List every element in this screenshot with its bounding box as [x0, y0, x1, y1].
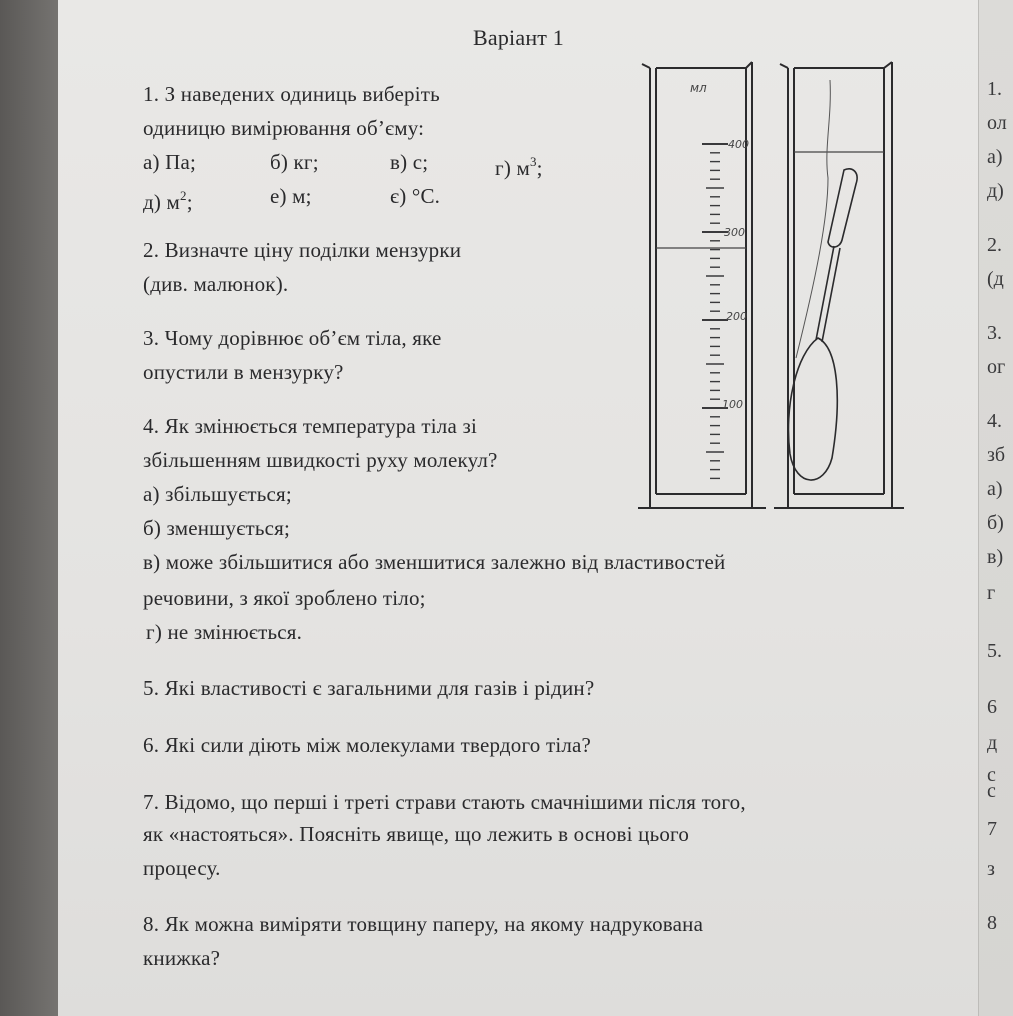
right-fragment: з — [987, 858, 995, 880]
q1-option-b: б) кг; — [270, 150, 319, 174]
right-fragment: а) — [987, 478, 1003, 500]
q1-option-g: г) $м^3$; — [495, 154, 543, 180]
question-2-line-2: (див. малюнок). — [143, 272, 289, 296]
question-1-line-1: 1. З наведених одиниць виберіть — [143, 82, 440, 106]
cylinder-left-outline — [638, 62, 766, 508]
spoon-drawing — [788, 80, 857, 480]
unit-label: мл — [690, 81, 707, 95]
question-4-line-1: 4. Як змінюється температура тіла зі — [143, 414, 477, 438]
q4-option-v-line-1: в) може збільшитися або зменшитися залежно від властивостей — [143, 550, 726, 574]
right-fragment: 8 — [987, 912, 997, 934]
right-fragment: 3. — [987, 322, 1002, 344]
right-fragment: с — [987, 764, 996, 786]
adjacent-page-edge — [978, 0, 1013, 1016]
q1-option-v: в) с; — [390, 150, 429, 174]
cylinder-scale — [702, 144, 728, 478]
right-fragment: с — [987, 780, 996, 802]
right-fragment: 7 — [987, 818, 997, 840]
question-7-line-2: як «настояться». Поясніть явище, що лежить в основі цього — [143, 822, 690, 846]
right-fragment: (д — [987, 268, 1004, 290]
cylinder-right-outline — [774, 62, 904, 508]
right-fragment: ол — [987, 112, 1007, 134]
q4-option-g: г) не змінюється. — [146, 620, 303, 644]
question-8-line-2: книжка? — [143, 946, 221, 970]
right-fragment: а) — [987, 146, 1003, 168]
q4-option-v-line-2: речовини, з якої зроблено тіло; — [143, 586, 426, 610]
tick-label-400: 400 — [728, 138, 749, 151]
tick-label-200: 200 — [726, 310, 747, 323]
tick-label-300: 300 — [724, 226, 745, 239]
question-5: 5. Які властивості є загальними для газів і рідин? — [143, 676, 595, 700]
measuring-cylinder-figure — [628, 58, 918, 518]
q4-option-b: б) зменшується; — [143, 516, 291, 540]
q1-option-a: а) Па; — [143, 150, 197, 174]
right-fragment: ог — [987, 356, 1006, 378]
right-fragment: 5. — [987, 640, 1002, 662]
question-7-line-3: процесу. — [143, 856, 221, 880]
right-fragment: г — [987, 582, 996, 604]
right-fragment: 1. — [987, 78, 1002, 100]
question-3-line-1: 3. Чому дорівнює об’єм тіла, яке — [143, 326, 442, 350]
right-fragment: 2. — [987, 234, 1002, 256]
question-2-line-1: 2. Визначте ціну поділки мензурки — [143, 238, 462, 262]
question-1-line-2: одиницю вимірювання об’єму: — [143, 116, 425, 140]
question-3-line-2: опустили в мензурку? — [143, 360, 344, 384]
tick-label-100: 100 — [722, 398, 743, 411]
right-fragment: д — [987, 732, 998, 754]
right-fragment: 4. — [987, 410, 1002, 432]
right-fragment: д) — [987, 180, 1004, 202]
question-4-line-2: збільшенням швидкості руху молекул? — [143, 448, 498, 472]
right-fragment: зб — [987, 444, 1006, 466]
q1-option-d: д) $м^2$; — [143, 188, 193, 214]
q4-option-a: а) збільшується; — [143, 482, 292, 506]
q1-option-e: е) м; — [270, 184, 312, 208]
page-title: Варіант 1 — [473, 25, 565, 50]
right-fragment: 6 — [987, 696, 997, 718]
right-fragment: б) — [987, 512, 1004, 534]
question-6: 6. Які сили діють між молекулами твердого тіла? — [143, 733, 592, 757]
worksheet-page — [58, 0, 978, 1016]
q1-option-ye: є) °С. — [390, 184, 441, 208]
question-8-line-1: 8. Як можна виміряти товщину паперу, на якому надрукована — [143, 912, 704, 936]
question-7-line-1: 7. Відомо, що перші і треті страви стають смачнішими після того, — [143, 790, 746, 814]
right-fragment: в) — [987, 546, 1004, 568]
